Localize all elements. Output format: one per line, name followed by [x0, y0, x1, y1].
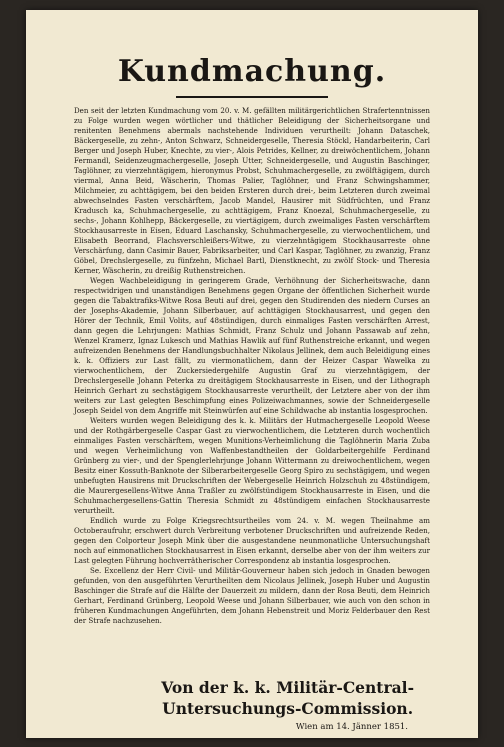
announcement-body — [74, 106, 430, 626]
signature-block — [161, 677, 414, 719]
title-underline — [176, 96, 328, 98]
paragraph-pardon: Se. Excellenz der Herr Civil- und Militär-Gouverneur haben sich jedoch in Gnaden bewogen gefunden, von den ausgeführten Verurtheilten dem Nicolaus Jellinek, Joseph Huber und Augustin Baschinger die Strafe auf die Hälfte der Dauerzeit zu mildern, dann der Rosa Beuti, dem Heinrich Gerhart, Ferdinand Grünberg, Leopold Weese und Johann Silberbauer, wie auch von den schon in früheren Kundmachungen Angeführten, dem Johann Hebenstreit und Moriz Felderbauer den Rest der Strafe nachzusehen. — [74, 566, 430, 625]
poster-title: Kundmachung. — [117, 54, 387, 89]
signature-line-1: Von der k. k. Militär-Central- — [161, 678, 414, 697]
paragraph-guard-insult: Wegen Wachbeleidigung in geringerem Grade, Verhöhnung der Sicherheitswache, dann respectwidrigen und unanständigen Benehmens gegen Organe der öffentlichen Sicherheit wurde gegen die Tabaktrafiks-Witwe Rosa Beuti auf drei, gegen den Studirenden des niedern Curses an der Josephs-Akademie, Johann Silberbauer, auf achttägigen Stockhausarrest, und gegen den Hörer der Technik, Emil Volits, auf 48stündigen, durch einmaliges Fasten verschärften Arrest, dann gegen die Lehrjungen: Mathias Schmidt, Franz Schulz und Johann Passawab auf zehn, Wenzel Kramerz, Ignaz Lukesch und Mathias Hawlik auf fünf Ruthenstreiche erkannt, und wegen aufreizenden Benehmens der Handlungsbuchhalter Nikolaus Jellinek, dem auch Beleidigung eines k. k. Offiziers zur Last fällt, zu viermonatlichem, dann der Heizer Caspar Wawelka zu vierwochentlichem, der Zuckersiedergehilfe Augustin Graf zu vierzehntägigem, der Drechslergeselle Johann Peterka zu dreitägigem Stockhausarreste in Eisen, und der Lithograph Heinrich Gerhart zu sechstägigem Stockhausarreste verurtheilt, der Letztere aber von der ihm weiters zur Last gelegten Beschimpfung eines Polizeiwachmannes, sowie der Schneidergeselle Joseph Seidel von dem Angriffe mit Steinwürfen auf eine Schildwache ab instantia losgesprochen. — [74, 276, 430, 415]
signature-line-2: Untersuchungs-Commission. — [162, 699, 414, 718]
paragraph-sentences: Den seit der letzten Kundmachung vom 20. v. M. gefällten militärgerichtlichen Strafertenntnissen zu Folge wurden wegen wörtlicher und thätlicher Beleidigung der Sicherheitsorgane und renitenten Benehmens abermals nachstehende Individuen verurtheilt: Johann Dataschek, Bäckergeselle, zu zehn-, Anton Schwarz, Schneidergeselle, Theresia Stöckl, Handarbeiterin, Carl Berger und Joseph Huber, Knechte, zu vier-, Alois Petrides, Kellner, zu dreiwöchentlichem, Johann Fermandl, Seidenzeugmachergeselle, Joseph Utter, Schneidergeselle, und Augustin Baschinger, Taglöhner, zu vierzehntägigem, hieronymus Probst, Schuhmachergeselle, zu zwölftägigem, durch viermal, Anna Beid, Wäscherin, Thomas Palier, Taglöhner, und Franz Schwingshammer, Milchmeier, zu achttägigem, bei den beiden Ersteren durch drei-, beim Letzteren durch zweimal abwechselndes Fasten verschärftem, Jacob Mandel, Hausirer mit Südfrüchten, und Franz Kradusch ka, Schuhmachergeselle, zu achttägigem, Franz Knoezal, Schuhmachergeselle, zu sechs-, Johann Kohlhepp, Bäckergeselle, zu viertägigem, durch zweimaliges Fasten verschärftem Stockhausarreste in Eisen, Eduard Laschansky, Schuhmachergeselle, zu vierwochentlichem, und Elisabeth Beorrand, Flachsverschleißers-Witwe, zu vierzehntägigem Stockhausarreste ohne Verschärfung, dann Casimir Bauer, Fabriksarbeiter, und Carl Kaspar, Taglöhner, zu zwanzig, Franz Göbel, Drechslergeselle, zu fünfzehn, Michael Bartl, Dienstknecht, zu zwölf Stock- und Theresia Kerner, Wäscherin, zu dreißig Ruthenstreichen. — [74, 106, 430, 275]
issue-date: Wien am 14. Jänner 1851. — [295, 722, 408, 732]
paragraph-court-martial: Endlich wurde zu Folge Kriegsrechtsurtheiles vom 24. v. M. wegen Theilnahme am Octoberaufruhr, erschwert durch Verbreitung verbotener Druckschriften und aufreizende Reden, gegen den Colporteur Joseph Mink über die ausgestandene neunmonatliche Untersuchungshaft noch auf einmonatlichen Stockhausarrest in Eisen erkannt, derselbe aber von der ihm weiters zur Last gelegten Führung hochverrätherischer Correspondenz ab instantia losgesprochen. — [74, 516, 430, 565]
paragraph-military-insult: Weiters wurden wegen Beleidigung des k. k. Militärs der Hutmachergeselle Leopold Weese und der Rothgärbergeselle Caspar Gast zu vierwochentlichem, die Letzteren durch wochentlich einmaliges Fasten verschärftem, wegen Munitions-Verheimlichung die Taglöhnerin Maria Zuba und wegen Verheimlichung von Waffenbestandtheilen der Goldarbeitergehilfe Ferdinand Grünberg zu vier-, und der Spenglerlehrjunge Johann Wittermann zu dreiwochentlichem, wegen Besitz einer Kossuth-Banknote der Silberarbeitergeselle Georg Spiro zu sechstägigem, und wegen unbefugten Hausirens mit Druckschriften der Webergeselle Heinrich Holzschuh zu 48stündigem, die Maurergesellens-Witwe Anna Traßler zu zwölfstündigem Stockhausarreste in Eisen, und die Schuhmachergesellens-Gattin Theresia Schmidt zu 48stündigem einfachen Stockhausarreste verurtheilt. — [74, 416, 430, 515]
poster-sheet — [26, 10, 478, 738]
